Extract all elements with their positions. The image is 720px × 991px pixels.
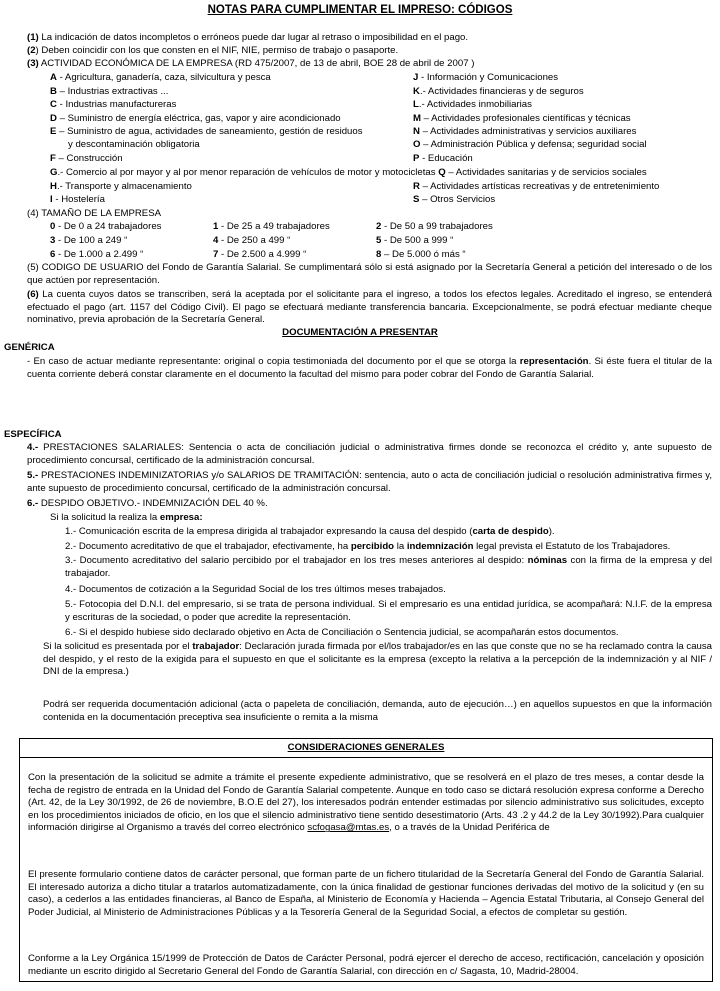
considerations-box	[19, 738, 713, 982]
size-7: 7 - De 2.500 a 4.999 “	[213, 249, 307, 260]
note-4-heading: (4) TAMAÑO DE LA EMPRESA	[27, 208, 161, 219]
empresa-item-5: 5.- Fotocopia del D.N.I. del empresario, si se trata de persona individual. Si el empresario es una entidad jurídica, se acompañará: N.I.F. de la empresa y escrituras de la sociedad, o poder que acredite la representación.	[65, 599, 712, 623]
email-link[interactable]: scfogasa@mtas.es	[307, 822, 390, 834]
activity-h: H.- Transporte y almacenamiento	[50, 181, 192, 192]
empresa-item-6: 6.- Si el despido hubiese sido declarado objetivo en Acta de Conciliación o Sentencia judicial, se acompañarán estos documentos.	[65, 627, 619, 638]
activity-g: G.- Comercio al por mayor y al por menor reparación de vehículos de motor y motocicletas Q – Actividades sanitarias y de servicios sociales	[50, 167, 647, 178]
size-4: 4 - De 250 a 499 “	[213, 235, 291, 246]
activity-o: O – Administración Pública y defensa; seguridad social	[413, 139, 647, 150]
activity-a: A - Agricultura, ganadería, caza, silvicultura y pesca	[50, 72, 271, 83]
especifica-item-4: 4.- PRESTACIONES SALARIALES: Sentencia o acta de conciliación judicial o administrativa firmes donde se reconozca el crédito y, ante supuesto de procedimiento concursal, certificado de la administración concursal.	[27, 442, 712, 466]
size-8: 8 – De 5.000 ó más “	[376, 249, 466, 260]
page-title: NOTAS PARA CUMPLIMENTAR EL IMPRESO: CÓDIGOS	[207, 4, 513, 16]
generica-text: - En caso de actuar mediante representante: original o copia testimoniada del documento por el que se otorga la representación. Si éste fuera el titular de la cuenta corriente deberá constar claramente en el documento la facultad del mismo para poder cobrar del Fondo de Garantía Salarial.	[27, 356, 712, 380]
activity-l: L.- Actividades inmobiliarias	[413, 99, 532, 110]
activity-n: N – Actividades administrativas y servicios auxiliares	[413, 126, 637, 137]
especifica-item-6: 6.- DESPIDO OBJETIVO.- INDEMNIZACIÓN DEL 40 %.	[27, 498, 268, 509]
considerations-paragraph-3: Conforme a la Ley Orgánica 15/1999 de Protección de Datos de Carácter Personal, podrá ejercer el derecho de acceso, rectificación, cancelación y oposición mediante un escrito dirigido al Secretario General del Fondo de Garantía Salarial, con dirección en c/ Sagasta, 10, Madrid-28004.	[28, 953, 704, 977]
note-3: (3) ACTIVIDAD ECONÓMICA DE LA EMPRESA (RD 475/2007, de 13 de abril, BOE 28 de abril de 2007 )	[27, 58, 475, 69]
activity-m: M – Actividades profesionales científicas y técnicas	[413, 113, 631, 124]
trabajador-text: Si la solicitud es presentada por el trabajador: Declaración jurada firmada por el/los trabajador/es en las que conste que no se ha reclamado contra la causa del despido, y el resto de la exigida para el supuesto en que el solicitante es la empresa (excepto la relativa a la percepción de la indemnización y al NIF / DNI de la empresa.)	[43, 641, 712, 678]
size-5: 5 - De 500 a 999 “	[376, 235, 454, 246]
size-0: 0 - De 0 a 24 trabajadores	[50, 221, 162, 232]
activity-p: P - Educación	[413, 153, 473, 164]
especifica-heading: ESPECÍFICA	[4, 429, 62, 440]
considerations-title: CONSIDERACIONES GENERALES	[20, 739, 712, 758]
activity-i: I - Hostelería	[50, 194, 105, 205]
documentation-title: DOCUMENTACIÓN A PRESENTAR	[282, 327, 438, 338]
especifica-item-5: 5.- PRESTACIONES INDEMINIZATORIAS y/o SALARIOS DE TRAMITACIÓN: sentencia, auto o acta de conciliación judicial o resolución administrativa firmes y, ante supuesto de procedimiento concursal, certificado de la administración concursal.	[27, 470, 712, 494]
size-1: 1 - De 25 a 49 trabajadores	[213, 221, 330, 232]
size-3: 3 - De 100 a 249 “	[50, 235, 128, 246]
note-1: (1) La indicación de datos incompletos o erróneos puede dar lugar al retraso o imposibilidad en el pago.	[27, 32, 469, 43]
considerations-paragraph-1: Con la presentación de la solicitud se admite a trámite el presente expediente administrativo, que se resolverá en el plazo de tres meses, a contar desde la fecha de registro de entrada en la Unidad del Fondo de Garantía Salarial competente. Aunque en todo caso se dictará resolución expresa conforme a Derecho (Art. 42, de la Ley 30/1992, de 26 de noviembre, B.O.E del 27), los interesados podrán entender estimadas por silencio administrativo sus solicitudes, excepto en los procedimientos iniciados de oficio, en los que el silencio administrativo tiene sentido desestimatorio (Arts. 43 .2 y 44.2 de la Ley 30/1992).Para cualquier información dirigirse al Organismo a través del correo electrónico scfogasa@mtas.es, o a través de la Unidad Periférica de	[28, 772, 704, 834]
activity-c: C - Industrias manufactureras	[50, 99, 177, 110]
adicional-text: Podrá ser requerida documentación adicional (acta o papeleta de conciliación, demanda, auto de ejecución…) en aquellos supuestos en que la información contenida en la documentación preceptiva sea insuficiente o remita a la misma	[43, 699, 712, 723]
activity-d: D – Suministro de energía eléctrica, gas, vapor y aire acondicionado	[50, 113, 341, 124]
considerations-paragraph-2: El presente formulario contiene datos de carácter personal, que forman parte de un fichero titularidad de la Secretaría General del Fondo de Garantía Salarial. El interesado autoriza a dicho titular a tratarlos automatizadamente, con la única finalidad de gestionar funciones derivadas del motivo de la solicitud y (en su caso), a cederlos a las entidades financieras, al Banco de España, al Ministerio de Economía y Hacienda – Agencia Estatal Tributaria, al Consejo General del Poder Judicial, al Ministerio de Administraciones Públicas y a la Tesorería General de la Seguridad Social, a efectos de completar su gestión.	[28, 869, 704, 918]
empresa-item-4: 4.- Documentos de cotización a la Seguridad Social de los tres últimos meses trabajados.	[65, 584, 446, 595]
generica-heading: GENÉRICA	[4, 342, 55, 353]
empresa-item-3: 3.- Documento acreditativo del salario percibido por el trabajador en los tres meses anteriores al despido: nóminas con la firma de la empresa y del trabajador.	[65, 555, 712, 579]
activity-s: S – Otros Servicios	[413, 194, 496, 205]
empresa-item-2: 2.- Documento acreditativo de que el trabajador, efectivamente, ha percibido la indemnización legal prevista el Estatuto de los Trabajadores.	[65, 541, 671, 552]
activity-r: R – Actividades artísticas recreativas y de entretenimiento	[413, 181, 660, 192]
size-6: 6 - De 1.000 a 2.499 “	[50, 249, 144, 260]
empresa-item-1: 1.- Comunicación escrita de la empresa dirigida al trabajador expresando la causa del despido (carta de despido).	[65, 526, 555, 537]
note-5: (5) CODIGO DE USUARIO del Fondo de Garantía Salarial. Se cumplimentará sólo si está asignado por la Secretaría General a petición del interesado o de los que actúen por representación.	[27, 262, 712, 286]
size-2: 2 - De 50 a 99 trabajadores	[376, 221, 493, 232]
note-6: (6) La cuenta cuyos datos se transcriben, será la aceptada por el solicitante para el ingreso, a todos los efectos legales. Acreditado el ingreso, se entenderá efectuado el pago (art. 1157 del Código Civil). El pago se efectuará mediante transferencia bancaria. Excepcionalmente, se podrá efectuar mediante cheque nominativo, previa aprobación de la Secretaría General.	[27, 289, 712, 326]
activity-e-continued: y descontaminación obligatoria	[68, 139, 200, 150]
empresa-intro: Si la solicitud la realiza la empresa:	[50, 512, 203, 523]
activity-j: J - Información y Comunicaciones	[413, 72, 559, 83]
note-2: (2) Deben coincidir con los que consten en el NIF, NIE, permiso de trabajo o pasaporte.	[27, 45, 399, 56]
activity-k: K.- Actividades financieras y de seguros	[413, 86, 584, 97]
activity-b: B – Industrias extractivas ...	[50, 86, 169, 97]
activity-e: E – Suministro de agua, actividades de saneamiento, gestión de residuos	[50, 126, 363, 137]
activity-f: F – Construcción	[50, 153, 123, 164]
